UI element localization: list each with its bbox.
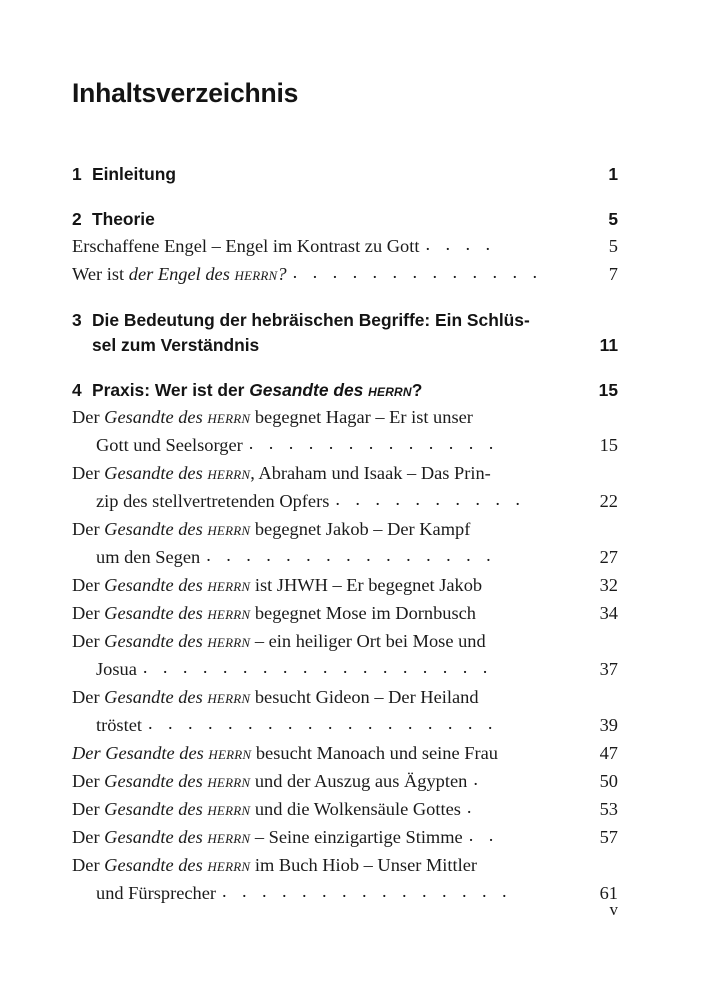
chapter-number: 4 <box>72 380 82 400</box>
spacer <box>72 187 618 207</box>
chapter-heading-4[interactable] <box>72 378 618 403</box>
toc-entry[interactable] <box>72 795 618 823</box>
toc-entry[interactable] <box>72 571 618 599</box>
toc-list <box>72 162 618 907</box>
entry-page-number: 37 <box>599 659 618 679</box>
entry-text-continued: zip des stellvertretenden Opfers <box>96 491 330 511</box>
entry-text: Erschaffene Engel – Engel im Kontrast zu Gott <box>72 236 420 256</box>
entry-page-number: 34 <box>599 603 618 623</box>
entry-page-number: 7 <box>608 264 618 284</box>
dot-leader: . <box>473 770 484 789</box>
entry-text-continued: um den Segen <box>96 547 201 567</box>
toc-entry[interactable] <box>72 683 618 739</box>
entry-text-continued: Josua <box>96 659 137 679</box>
entry-text-continued: Gott und Seelsorger <box>96 435 243 455</box>
dot-leader: . . . . . . . . . . . . . <box>292 263 543 282</box>
chapter-title-continued: sel zum Verständnis <box>92 335 260 355</box>
dot-leader: . . . . . . . . . . . . . . . . . . <box>142 658 493 677</box>
entry-page-number: 61 <box>599 883 618 903</box>
chapter-number: 1 <box>72 164 82 184</box>
entry-text-continued: tröstet <box>96 715 142 735</box>
entry-text: Der Gesandte des herrn – Seine einzigartige Stimme <box>72 827 463 847</box>
chapter-block-4 <box>72 378 618 907</box>
chapter-block-1 <box>72 162 618 187</box>
toc-entry[interactable] <box>72 599 618 627</box>
entry-text: Der Gesandte des herrn begegnet Mose im Dornbusch <box>72 603 476 623</box>
toc-entry[interactable] <box>72 232 618 260</box>
entry-text: Wer ist der Engel des herrn? <box>72 264 287 284</box>
dot-leader: . . . . <box>425 235 496 254</box>
entry-text-continued: und Fürsprecher <box>96 883 217 903</box>
toc-entry[interactable] <box>72 767 618 795</box>
dot-leader: . . <box>468 826 499 845</box>
toc-entry[interactable] <box>72 459 618 515</box>
chapter-number: 3 <box>72 310 82 330</box>
dot-leader: . . . . . . . . . . . . . . . <box>206 546 497 565</box>
chapter-title: Die Bedeutung der hebräischen Begriffe: Ein Schlüs- <box>92 310 530 330</box>
entry-text: Der Gesandte des herrn im Buch Hiob – Unser Mittler <box>72 855 478 875</box>
entry-text: Der Gesandte des herrn – ein heiliger Ort bei Mose und <box>72 631 486 651</box>
dot-leader: . . . . . . . . . . <box>335 490 526 509</box>
entry-page-number: 53 <box>599 799 618 819</box>
entry-text: Der Gesandte des herrn begegnet Jakob – Der Kampf <box>72 519 471 539</box>
toc-entry[interactable] <box>72 515 618 571</box>
entry-text: Der Gesandte des herrn, Abraham und Isaak – Das Prin- <box>72 463 491 483</box>
spacer <box>72 288 618 308</box>
entry-text: Der Gesandte des herrn begegnet Hagar – Er ist unser <box>72 407 473 427</box>
chapter-title: Einleitung <box>92 164 177 184</box>
chapter-page-number: 15 <box>598 380 618 400</box>
toc-entry[interactable] <box>72 627 618 683</box>
toc-entry[interactable] <box>72 823 618 851</box>
chapter-block-2 <box>72 207 618 288</box>
chapter-page-number: 5 <box>608 209 618 229</box>
chapter-heading-2[interactable] <box>72 207 618 232</box>
chapter-page-number: 11 <box>599 335 618 355</box>
chapter-heading-3[interactable] <box>72 308 618 358</box>
entry-page-number: 50 <box>599 771 618 791</box>
entry-text: Der Gesandte des herrn besucht Gideon – Der Heiland <box>72 687 479 707</box>
chapter-number: 2 <box>72 209 82 229</box>
chapter-page-number: 1 <box>608 164 618 184</box>
entry-page-number: 22 <box>599 491 618 511</box>
toc-entry[interactable] <box>72 260 618 288</box>
entry-page-number: 47 <box>599 743 618 763</box>
entry-text: Der Gesandte des herrn und die Wolkensäule Gottes <box>72 799 461 819</box>
toc-entry[interactable] <box>72 739 618 767</box>
entry-page-number: 32 <box>599 575 618 595</box>
dot-leader: . . . . . . . . . . . . . <box>248 434 499 453</box>
entry-page-number: 5 <box>608 236 618 256</box>
entry-page-number: 57 <box>599 827 618 847</box>
toc-entry[interactable] <box>72 851 618 907</box>
dot-leader: . . . . . . . . . . . . . . . . . . <box>147 714 498 733</box>
spacer <box>72 358 618 378</box>
toc-entry[interactable] <box>72 403 618 459</box>
entry-page-number: 39 <box>599 715 618 735</box>
chapter-title: Theorie <box>92 209 155 229</box>
chapter-title: Praxis: Wer ist der Gesandte des herrn? <box>92 380 423 400</box>
page-title: Inhaltsverzeichnis <box>72 78 299 108</box>
page-folio: v <box>609 900 618 919</box>
entry-text: Der Gesandte des herrn ist JHWH – Er begegnet Jakob <box>72 575 483 595</box>
dot-leader: . <box>466 798 477 817</box>
entry-text: Der Gesandte des herrn besucht Manoach und seine Frau <box>72 743 498 763</box>
entry-page-number: 27 <box>599 547 618 567</box>
entry-page-number: 15 <box>599 435 618 455</box>
dot-leader: . . . . . . . . . . . . . . . <box>222 882 512 901</box>
entry-text: Der Gesandte des herrn und der Auszug aus Ägypten <box>72 771 468 791</box>
chapter-block-3 <box>72 308 618 358</box>
chapter-heading-1[interactable] <box>72 162 618 187</box>
